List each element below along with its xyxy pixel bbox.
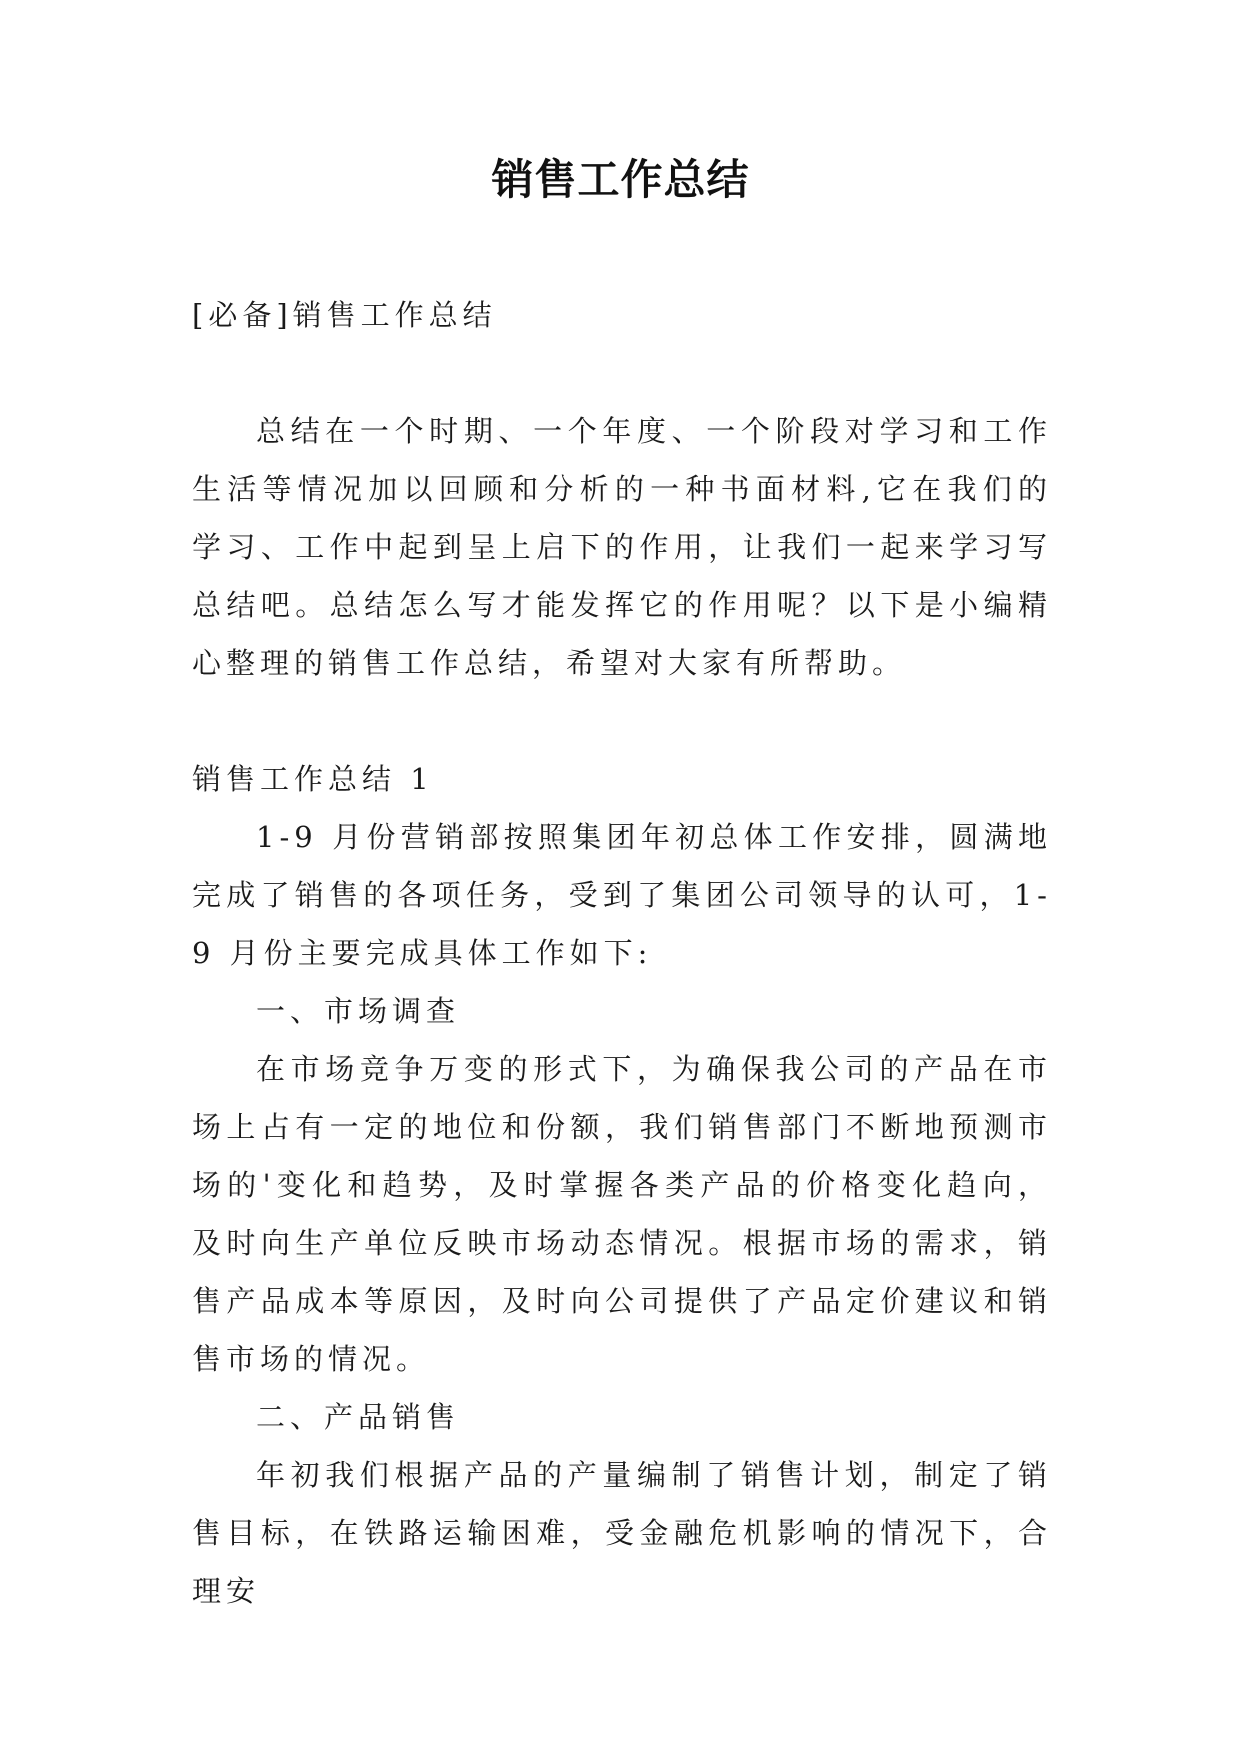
intro-paragraph: 总结在一个时期、一个年度、一个阶段对学习和工作生活等情况加以回顾和分析的一种书面材料,它在我们的学习、工作中起到呈上启下的作用，让我们一起来学习写总结吧。总结怎么写才能发挥它的作用呢？以下是小编精心整理的销售工作总结，希望对大家有所帮助。: [192, 414, 1052, 680]
document-body: [192, 286, 1052, 1620]
section-paragraph: 1-9 月份营销部按照集团年初总体工作安排，圆满地完成了销售的各项任务，受到了集团公司领导的认可，1-9 月份主要完成具体工作如下:: [192, 820, 1052, 970]
spacer: [192, 692, 1052, 750]
spacer: [192, 344, 1052, 402]
section-title: 销售工作总结 1: [192, 762, 434, 796]
market-paragraph: 在市场竞争万变的形式下，为确保我公司的产品在市场上占有一定的地位和份额，我们销售部门不断地预测市场的'变化和趋势，及时掌握各类产品的价格变化趋向，及时向生产单位反映市场动态情况。根据市场的需求，销售产品成本等原因，及时向公司提供了产品定价建议和销售市场的情况。: [192, 1052, 1052, 1376]
sales-paragraph: 年初我们根据产品的产量编制了销售计划，制定了销售目标，在铁路运输困难，受金融危机影响的情况下，合理安: [192, 1458, 1052, 1608]
section-heading-sales: 二、产品销售: [256, 1400, 461, 1434]
document-title: 销售工作总结: [491, 155, 750, 204]
document-subtitle: [必备]销售工作总结: [192, 298, 497, 332]
section-heading-market: 一、市场调查: [256, 994, 461, 1028]
